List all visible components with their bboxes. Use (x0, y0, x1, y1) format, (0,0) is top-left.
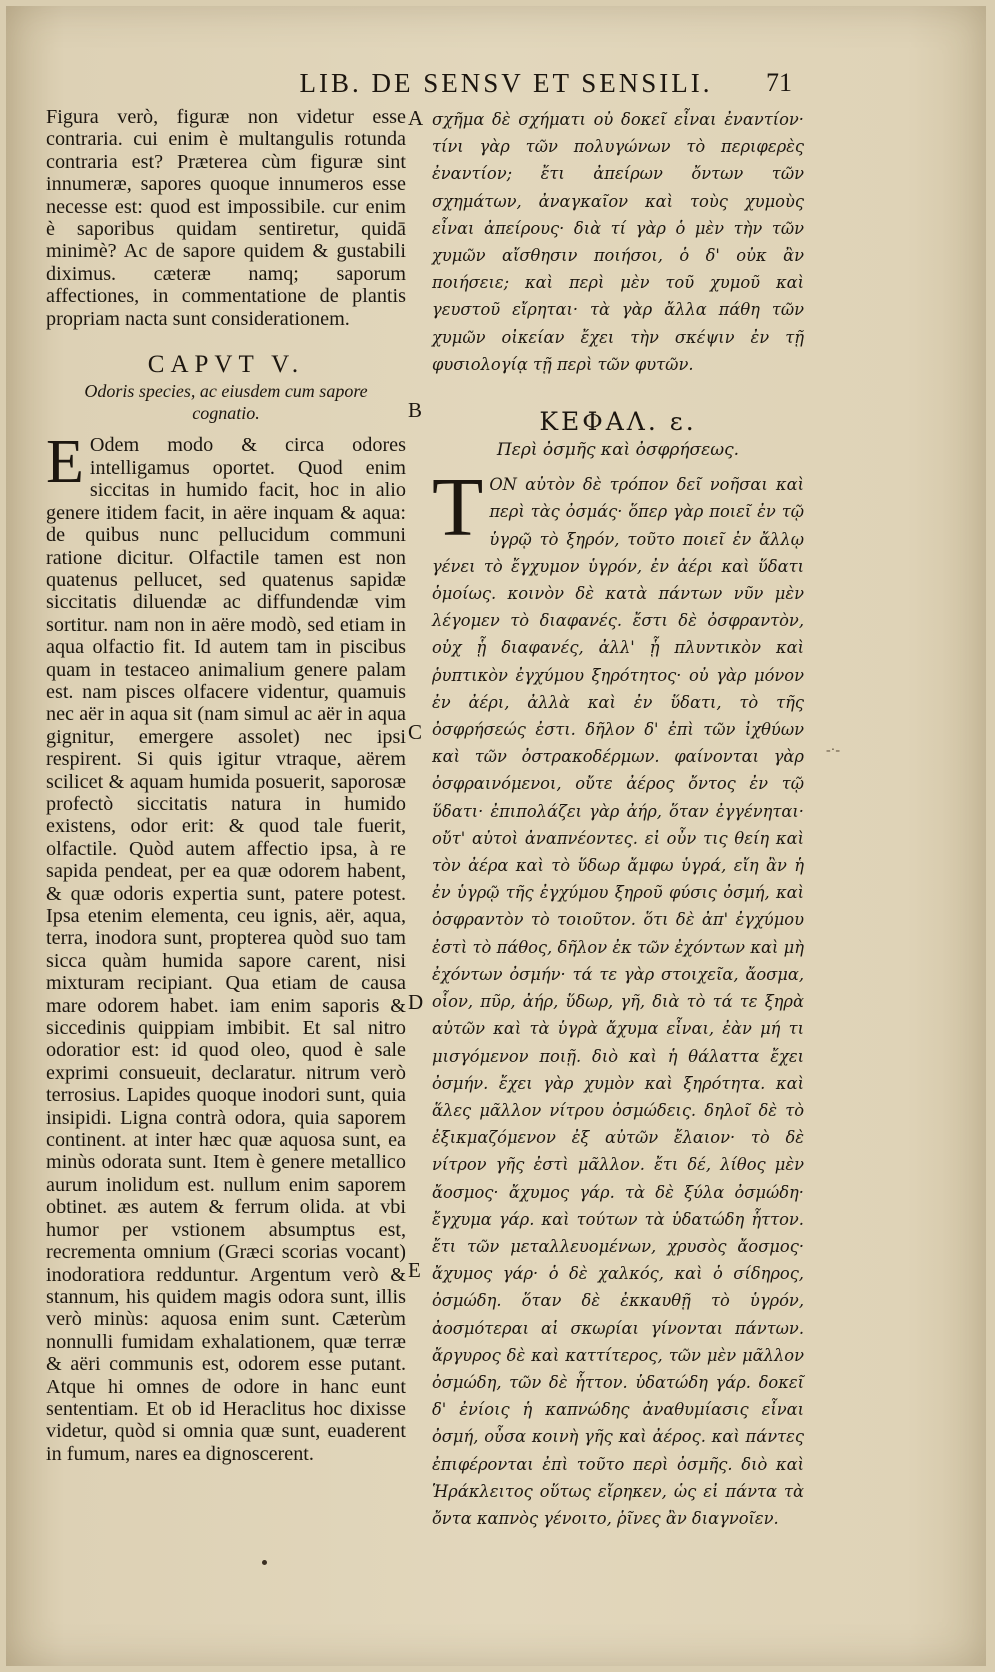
greek-chapter-subtitle: Περὶ ὀσμῆς καὶ ὀσφρήσεως. (496, 440, 740, 461)
greek-initial-letter: Τ (432, 461, 484, 555)
latin-chapter-heading: CAPVT V. (147, 351, 305, 379)
latin-intro-paragraph: Figura verò, figuræ non videtur esse contraria. cui enim è multangulis rotunda contraria est? Præterea cùm figuræ sint innumeræ, sapores quoque innumeros esse necesse est: quod est impossibile. cur enim è saporibus quidam sentiretur, quidā minimè? Ac de sapore quidem & gustabili diximus. cæteræ namq; saporum affectiones, in commentatione de plantis propriam nacta sunt considerationem. (46, 106, 406, 330)
greek-intro-paragraph: σχῆμα δὲ σχήματι οὐ δοκεῖ εἶναι ἐναντίον· τίνι γὰρ τῶν πολυγώνων τὸ περιφερὲς ἐναντίον; ἔτι ἀπείρων ὄντων τῶν σχημάτων, ἀναγκαῖον καὶ τοὺς χυμοὺς εἶναι ἀπείρους· διὰ τί γὰρ ὁ μὲν τὴν τῶν χυμῶν αἴσθησιν ποιήσοι, ὁ δ' οὐκ ἂν ποιήσειε; καὶ περὶ μὲν τοῦ χυμοῦ καὶ γευστοῦ εἴρηται· τὰ γὰρ ἄλλα πάθη τῶν χυμῶν οἰκείαν ἔχει τὴν σκέψιν ἐν τῇ φυσιολογίᾳ τῇ περὶ τῶν φυτῶν. (432, 110, 804, 374)
greek-body-text: ΟΝ αὐτὸν δὲ τρόπον δεῖ νοῆσαι καὶ περὶ τὰς ὀσμάς· ὅπερ γὰρ ποιεῖ ἐν τῷ ὑγρῷ τὸ ξηρόν, τοῦτο ποιεῖ ἐν ἄλλῳ γένει τὸ ἔγχυμον ὑγρόν, ἐν ἀέρι καὶ ὕδατι ὁμοίως. κοινὸν δὲ κατὰ πάντων νῦν μὲν λέγομεν τὸ διαφανές. ἔστι δὲ ὀσφραντὸν, οὐχ ᾗ διαφανές, ἀλλ' ᾗ πλυντικὸν καὶ ῥυπτικὸν ἐγχύμου ξηρότητος· οὐ γὰρ μόνον ἐν ἀέρι, ἀλλὰ καὶ ἐν ὕδατι, τὸ τῆς ὀσφρήσεώς ἐστι. δῆλον δ' ἐπὶ τῶν ἰχθύων καὶ τῶν ὀστρακοδέρμων. φαίνονται γὰρ ὀσφραινόμενοι, οὔτε ἀέρος ὄντος ἐν τῷ ὕδατι· ἐπιπολάζει γὰρ ἀήρ, ὅταν ἐγγένηται· οὔτ' αὐτοὶ ἀναπνέοντες. εἰ οὖν τις θείη καὶ τὸν ἀέρα καὶ τὸ ὕδωρ ἄμφω ὑγρά, εἴη ἂν ἡ ἐν ὑγρῷ τῆς ἐγχύμου ξηροῦ φύσις ὀσμή, καὶ ὀσφραντὸν τὸ τοιοῦτον. ὅτι δὲ ἀπ' ἐγχύμου ἐστὶ τὸ πάθος, δῆλον ἐκ τῶν ἐχόντων καὶ μὴ ἐχόντων ὀσμήν· τά τε γὰρ στοιχεῖα, ἄοσμα, οἷον, πῦρ, ἀήρ, ὕδωρ, γῆ, διὰ τὸ τά τε ξηρὰ αὐτῶν καὶ τὰ ὑγρὰ ἄχυμα εἶναι, ἐὰν μή τι μισγόμενον ποιῇ. διὸ καὶ ἡ θάλαττα ἔχει ὀσμήν. ἔχει γὰρ χυμὸν καὶ ξηρότητα. καὶ ἅλες μᾶλλον νίτρου ὀσμώδεις. δηλοῖ δὲ τὸ ἐξικμαζόμενον ἐξ αὐτῶν ἔλαιον· τὸ δὲ νίτρον γῆς ἐστὶ μᾶλλον. ἔτι δέ, λίθος μὲν ἄοσμος· ἄχυμος γάρ. τὰ δὲ ξύλα ὀσμώδη· ἔγχυμα γάρ. καὶ τούτων τὰ ὑδατώδη ἧττον. ἔτι τῶν μεταλλευομένων, χρυσὸς ἄοσμος· ἄχυμος γάρ· ὁ δὲ χαλκός, καὶ ὁ σίδηρος, ὀσμώδη. ὅταν δὲ ἐκκαυθῇ τὸ ὑγρόν, ἀοσμότεραι αἱ σκωρίαι γίνονται πάντων. ἄργυρος δὲ καὶ καττίτερος, τῶν μὲν μᾶλλον ὀσμώδη, τῶν δὲ ἧττον. ὑδατώδη γάρ. δοκεῖ δ' ἐνίοις ἡ καπνώδης ἀναθυμίασις εἶναι ὀσμή, οὖσα κοινὴ γῆς καὶ ἀέρος. καὶ πάντες ἐπιφέρονται ἐπὶ τοῦτο περὶ ὀσμῆς. διὸ καὶ Ἡράκλειτος οὕτως εἴρηκεν, ὡς εἰ πάντα τὰ ὄντα καπνὸς γένοιτο, ῥῖνες ἂν διαγνοῖεν. (432, 475, 804, 1528)
book-page (6, 6, 986, 1666)
latin-body-text: Odem modo & circa odores intelligamus oportet. Quod enim siccitas in humido facit, hoc in alio genere itidem facit, in aëre inquam & aqua: de quibus nunc pellucidum communi ratione dicitur. Olfactile tamen est non quatenus pellucet, sed quatenus sapidæ siccitatis diluendæ ac diffundendæ vim sortitur. nam non in aëre modò, sed etiam in aqua olfactio fit. Id autem tam in piscibus quam in testaceo animalium genere palam est. nam pisces olfacere videntur, quamuis nec aër in aqua sit (nam simul ac aër in aqua gignitur, emergere assolet) nec ipsi respirent. Si quis igitur vtraque, aërem scilicet & aquam humida posuerit, saporosæ profectò siccitatis natura in humido existens, odor erit: & quod tale fuerit, olfactile. Quòd autem affectio ipsa, à re sapida pendeat, per ea quæ odorem habent, & quæ odoris expertia sunt, patere potest. Ipsa etenim elementa, ceu ignis, aër, aqua, terra, inodora sunt, propterea quòd suo tam sicca quàm humida sapore carent, nisi mixturam recipiant. Qua etiam de causa mare odorem habet. iam enim saporis & siccedinis quippiam imbibit. Et sal nitro odoratior est: id quod oleo, quod è sale exprimi consueuit, declaratur. nitrum verò terrosius. Lapides quoque inodori sunt, quia insipidi. Ligna contrà odora, quia saporem continent. at inter hæc quæ aquosa sunt, ea minùs odorata sunt. Item è genere metallico aurum inolidum est. nullum enim saporem obtinet. æs autem & ferrum olida. at vbi humor per vstionem absumptus est, recrementa omnium (Græci scorias vocant) inodoratiora redduntur. Argentum verò & stannum, his quidem magis odora sunt, illis verò minùs: aquosa enim sunt. Cæterùm nonnulli fumidam exhalationem, quæ terræ & aëri communis est, odorem esse putant. Atque hi omnes de odore in hanc eunt sententiam. Et ob id Heraclitus hoc dixisse videtur, quòd si omnia quæ sunt, euaderent in fumum, nares ea dignoscerent. (46, 434, 406, 1465)
margin-letter-e: E (408, 1258, 421, 1282)
running-title: LIB. DE SENSV ET SENSILI. (299, 68, 713, 98)
page-number: 71 (766, 68, 792, 97)
latin-body-paragraph (46, 428, 406, 1465)
margin-letter-d: D (408, 990, 424, 1014)
margin-letter-b: B (408, 398, 423, 422)
greek-chapter-heading: ΚΕΦΑΛ. ε. (539, 407, 697, 437)
latin-initial-letter: E (46, 428, 84, 497)
latin-chapter-subtitle: Odoris species, ac eiusdem cum sapore cognatio. (84, 381, 368, 424)
margin-letter-c: C (408, 720, 423, 744)
greek-column (432, 106, 804, 1532)
margin-mark: -·- (826, 743, 840, 758)
margin-letter-a: A (408, 106, 424, 130)
ink-dot (262, 1560, 267, 1565)
greek-body-paragraph (432, 461, 804, 1532)
latin-column (46, 106, 406, 1465)
